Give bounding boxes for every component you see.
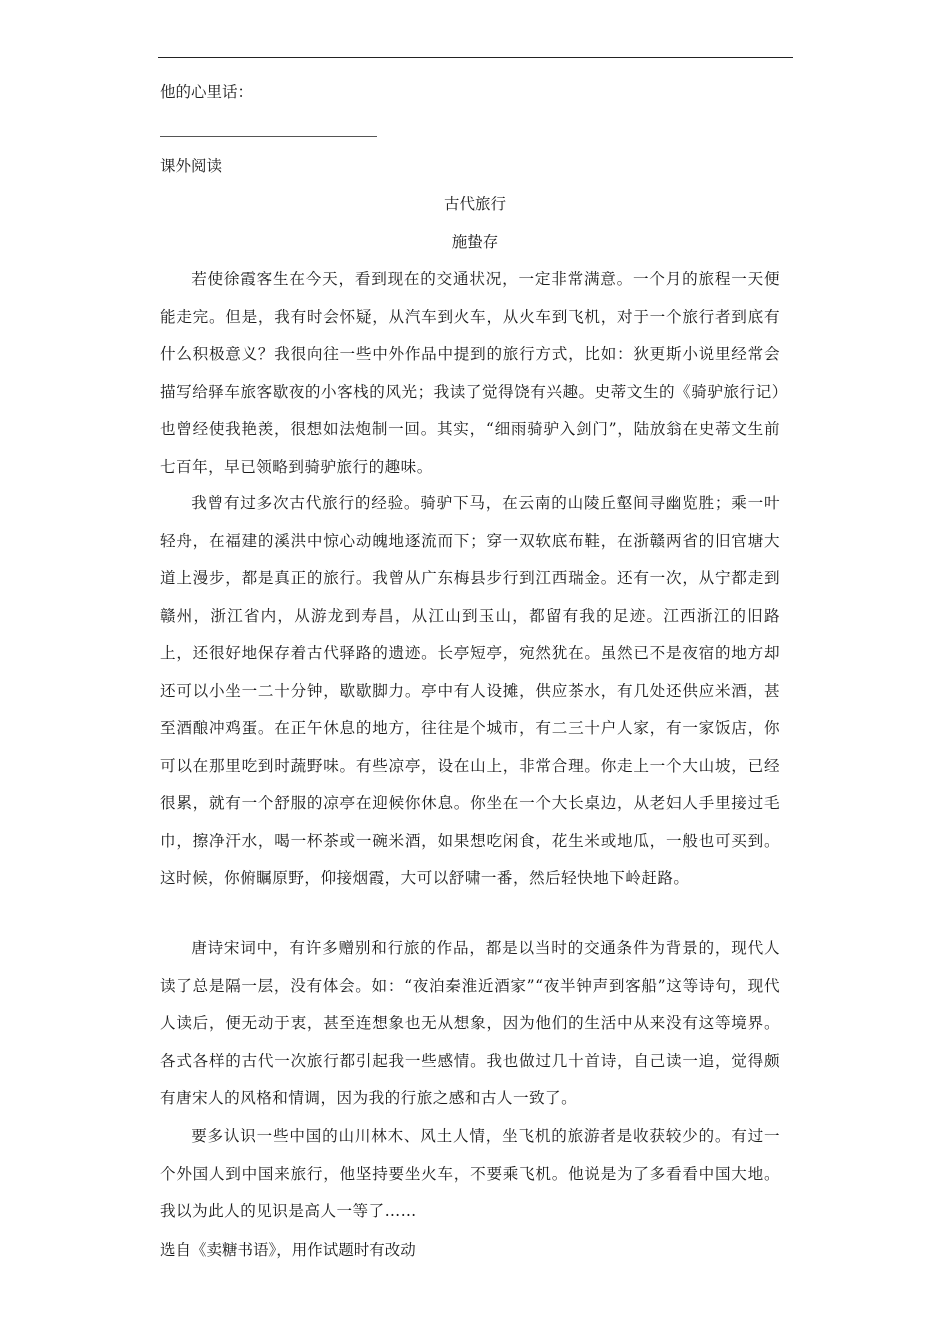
article-paragraph-2: 我曾有过多次古代旅行的经验。骑驴下马，在云南的山陵丘壑间寻幽览胜；乘一叶轻舟，在福建的溪洪中惊心动魄地逐流而下；穿一双软底布鞋，在浙赣两省的旧官塘大道上漫步，都是真正的旅行。我曾从广东梅县步行到江西瑞金。还有一次，从宁都走到赣州，浙江省内，从游龙到寿昌，从江山到玉山，都留有我的足迹。江西浙江的旧路上，还很好地保存着古代驿路的遗迹。长亭短亭，宛然犹在。虽然已不是夜宿的地方却还可以小坐一二十分钟，歇歇脚力。亭中有人设摊，供应茶水，有几处还供应米酒，甚至酒酿冲鸡蛋。在正午休息的地方，往往是个城市，有二三十户人家，有一家饭店，你可以在那里吃到时蔬野味。有些凉亭，设在山上，非常合理。你走上一个大山坡，已经很累，就有一个舒服的凉亭在迎候你休息。你坐在一个大长桌边，从老妇人手里接过毛巾，擦净汗水，喝一杯茶或一碗米酒，如果想吃闲食，花生米或地瓜，一般也可买到。这时候，你俯瞩原野，仰接烟霞，大可以舒啸一番，然后轻快地下岭赶路。 — [160, 494, 780, 887]
article-paragraph-4: 要多认识一些中国的山川林木、风土人情，坐飞机的旅游者是收获较少的。有过一个外国人到中国来旅行，他坚持要坐火车，不要乘飞机。他说是为了多看看中国大地。我以为此人的见识是高人一等了…… — [160, 1127, 780, 1220]
section-label: 课外阅读 — [160, 157, 223, 175]
source-note: 选自《卖糖书语》，用作试题时有改动 — [160, 1241, 416, 1259]
article-paragraph-3: 唐诗宋词中，有许多赠别和行旅的作品，都是以当时的交通条件为背景的，现代人读了总是隔一层，没有体会。如：“夜泊秦淮近酒家”“夜半钟声到客船”这等诗句，现代人读后，便无动于衷，甚至连想象也无从想象，因为他们的生活中从来没有这等境界。各式各样的古代一次旅行都引起我一些感情。我也做过几十首诗，自己读一追，觉得颇有唐宋人的风格和情调，因为我的行旅之感和古人一致了。 — [160, 939, 780, 1107]
article-paragraph-1: 若使徐霞客生在今天，看到现在的交通状况，一定非常满意。一个月的旅程一天便能走完。但是，我有时会怀疑，从汽车到火车，从火车到飞机，对于一个旅行者到底有什么积极意义？我很向往一些中外作品中提到的旅行方式，比如：狄更斯小说里经常会描写给驿车旅客歇夜的小客栈的风光；我读了觉得饶有兴趣。史蒂文生的《骑驴旅行记）也曾经使我艳羡，很想如法炮制一回。其实，“细雨骑驴入剑门”，陆放翁在史蒂文生前七百年，早已领略到骑驴旅行的趣味。 — [160, 270, 780, 476]
article-title: 古代旅行 — [443, 195, 506, 213]
top-rule — [158, 57, 793, 58]
prompt-label: 他的心里话： — [160, 83, 254, 101]
article-author: 施蛰存 — [451, 233, 499, 251]
answer-blank — [160, 136, 377, 137]
